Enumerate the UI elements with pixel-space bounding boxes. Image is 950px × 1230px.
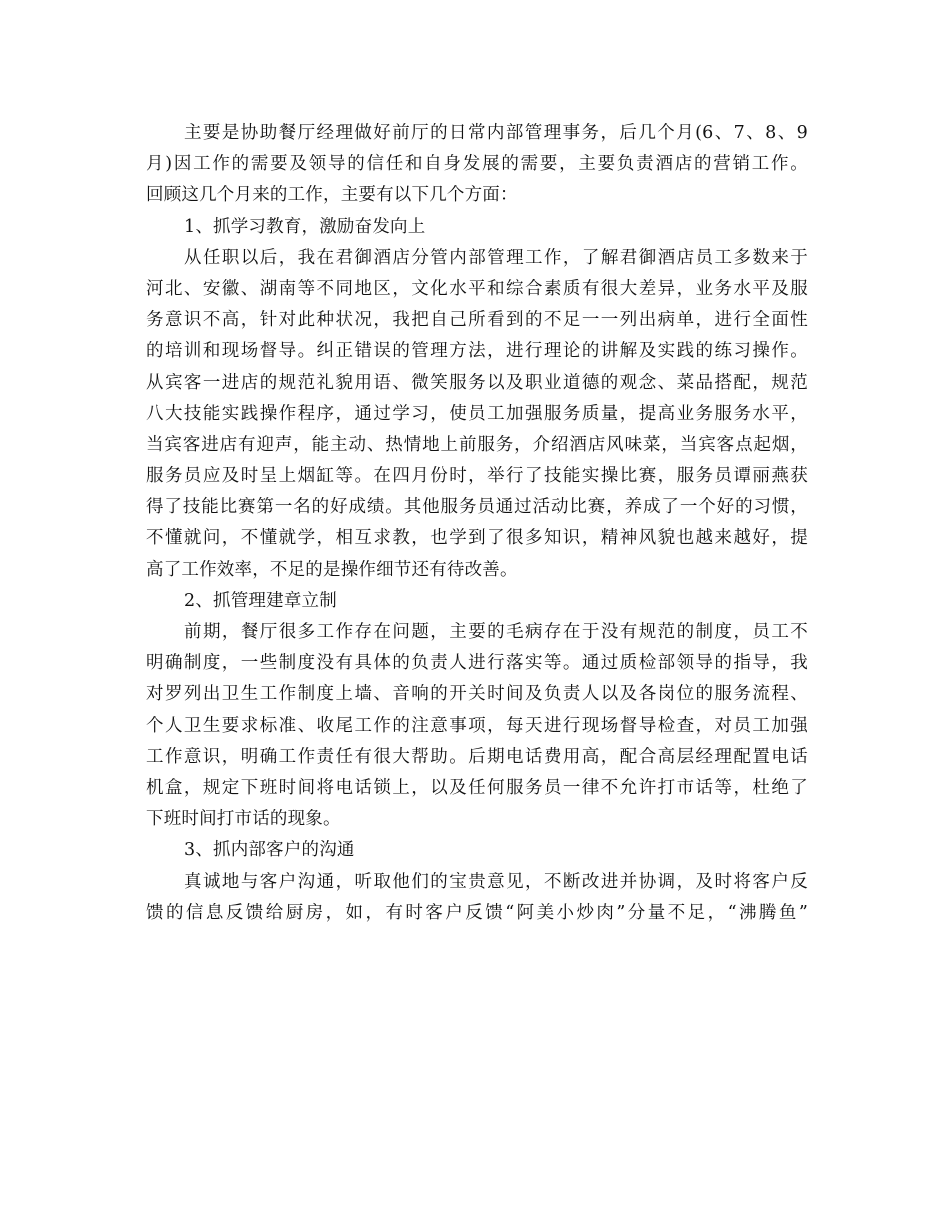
paragraph-line: 前期，餐厅很多工作存在问题，主要的毛病存在于没有规范的制度，员工不 bbox=[184, 622, 808, 642]
paragraph-line: 下班时间打市话的现象。 bbox=[146, 809, 341, 830]
paragraph-line: 月)因工作的需要及领导的信任和自身发展的需要，主要负责酒店的营销工作。 bbox=[146, 154, 808, 175]
paragraph-line: 馈的信息反馈给厨房，如，有时客户反馈“阿美小炒肉”分量不足，“沸腾鱼” bbox=[146, 902, 808, 923]
paragraph-line: 从宾客一进店的规范礼貌用语、微笑服务以及职业道德的观念、菜品搭配，规范 bbox=[146, 372, 808, 393]
section-heading: 3、抓内部客户的沟通 bbox=[184, 840, 355, 861]
paragraph-line: 主要是协助餐厅经理做好前厅的日常内部管理事务，后几个月(6、7、8、9 bbox=[184, 123, 808, 143]
paragraph-line: 明确制度，一些制度没有具体的负责人进行落实等。通过质检部领导的指导，我 bbox=[146, 653, 808, 674]
paragraph-line: 服务员应及时呈上烟缸等。在四月份时，举行了技能实操比赛，服务员谭丽燕获 bbox=[146, 466, 808, 487]
paragraph-line: 从任职以后，我在君御酒店分管内部管理工作，了解君御酒店员工多数来于 bbox=[184, 247, 808, 268]
paragraph-line: 机盒，规定下班时间将电话锁上，以及任何服务员一律不允许打市话等，杜绝了 bbox=[146, 777, 808, 798]
paragraph-line: 真诚地与客户沟通，听取他们的宝贵意见，不断改进并协调，及时将客户反 bbox=[184, 871, 808, 892]
paragraph-line: 个人卫生要求标准、收尾工作的注意事项，每天进行现场督导检查，对员工加强 bbox=[146, 715, 808, 736]
paragraph-line: 不懂就问，不懂就学，相互求教，也学到了很多知识，精神风貌也越来越好，提 bbox=[146, 528, 808, 549]
paragraph-line: 工作意识，明确工作责任有很大帮助。后期电话费用高，配合高层经理配置电话 bbox=[146, 746, 808, 767]
paragraph-line: 当宾客进店有迎声，能主动、热情地上前服务，介绍酒店风味菜，当宾客点起烟， bbox=[146, 434, 808, 455]
paragraph-line: 回顾这几个月来的工作，主要有以下几个方面： bbox=[146, 185, 518, 206]
paragraph-line: 的培训和现场督导。纠正错误的管理方法，进行理论的讲解及实践的练习操作。 bbox=[146, 341, 808, 362]
document-body bbox=[146, 118, 808, 929]
paragraph-line: 八大技能实践操作程序，通过学习，使员工加强服务质量，提高业务服务水平， bbox=[146, 403, 808, 424]
paragraph-line: 对罗列出卫生工作制度上墙、音响的开关时间及负责人以及各岗位的服务流程、 bbox=[146, 684, 808, 705]
section-heading: 2、抓管理建章立制 bbox=[184, 590, 337, 611]
paragraph-line: 务意识不高，针对此种状况，我把自己所看到的不足一一列出病单，进行全面性 bbox=[146, 310, 808, 331]
paragraph-line: 高了工作效率，不足的是操作细节还有待改善。 bbox=[146, 559, 518, 580]
section-heading: 1、抓学习教育，激励奋发向上 bbox=[184, 216, 426, 237]
paragraph-line: 得了技能比赛第一名的好成绩。其他服务员通过活动比赛，养成了一个好的习惯， bbox=[146, 497, 808, 518]
paragraph-line: 河北、安徽、湖南等不同地区，文化水平和综合素质有很大差异，业务水平及服 bbox=[146, 278, 808, 299]
